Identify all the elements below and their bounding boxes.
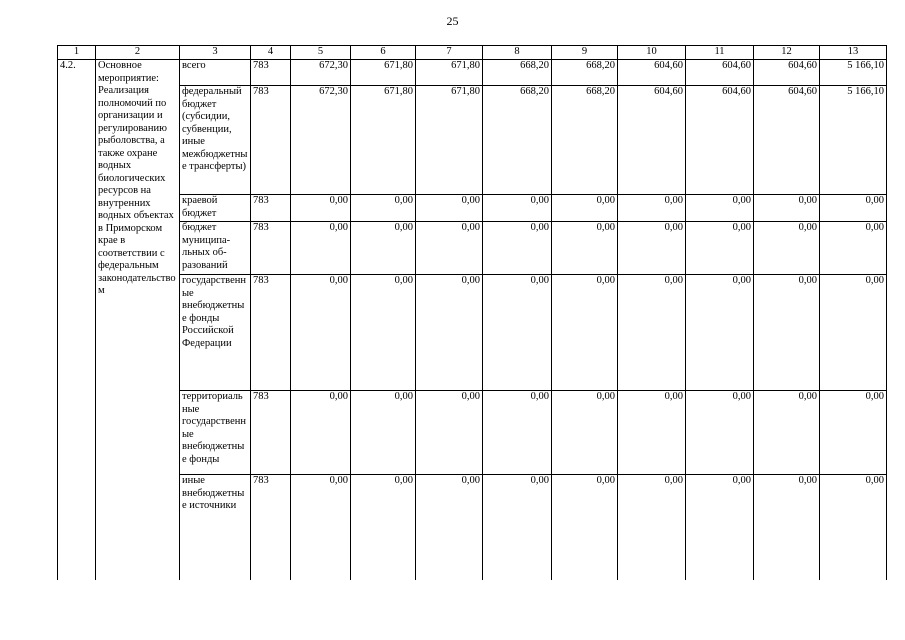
value-cell: 0,00 <box>552 195 618 222</box>
value-cell: 671,80 <box>351 86 416 195</box>
value-cell: 0,00 <box>351 195 416 222</box>
column-header: 7 <box>416 46 483 60</box>
funding-source: иные внебюджетные источники <box>180 475 251 581</box>
funding-source: бюджет муниципальных образований <box>180 222 251 275</box>
value-cell: 0,00 <box>618 391 686 475</box>
column-header: 8 <box>483 46 552 60</box>
value-cell: 0,00 <box>483 391 552 475</box>
value-cell: 604,60 <box>686 60 754 86</box>
value-cell: 604,60 <box>618 60 686 86</box>
value-cell: 0,00 <box>618 275 686 391</box>
value-cell: 604,60 <box>618 86 686 195</box>
value-cell: 0,00 <box>552 391 618 475</box>
value-cell: 0,00 <box>416 222 483 275</box>
value-cell: 0,00 <box>351 222 416 275</box>
table-row <box>58 475 887 581</box>
value-cell: 0,00 <box>552 275 618 391</box>
value-cell: 0,00 <box>686 195 754 222</box>
value-cell: 604,60 <box>686 86 754 195</box>
value-cell: 0,00 <box>483 222 552 275</box>
value-cell: 672,30 <box>291 86 351 195</box>
code-cell: 783 <box>251 86 291 195</box>
column-header: 11 <box>686 46 754 60</box>
value-cell: 0,00 <box>291 195 351 222</box>
item-index: 4.2. <box>58 60 96 581</box>
column-header: 2 <box>96 46 180 60</box>
funding-source: государственные внебюджетные фонды Российской Федерации <box>180 275 251 391</box>
code-cell: 783 <box>251 222 291 275</box>
value-cell: 0,00 <box>552 475 618 581</box>
funding-source: территориальные государственные внебюджетные фонды <box>180 391 251 475</box>
table-row <box>58 222 887 275</box>
value-cell: 0,00 <box>291 475 351 581</box>
value-cell: 668,20 <box>483 60 552 86</box>
value-cell: 0,00 <box>754 195 820 222</box>
value-cell: 0,00 <box>351 475 416 581</box>
value-cell: 668,20 <box>552 86 618 195</box>
column-header: 4 <box>251 46 291 60</box>
table-row <box>58 60 887 86</box>
page-number: 25 <box>446 14 459 28</box>
total-cell: 0,00 <box>820 275 887 391</box>
value-cell: 0,00 <box>618 475 686 581</box>
value-cell: 0,00 <box>483 475 552 581</box>
column-header: 13 <box>820 46 887 60</box>
value-cell: 0,00 <box>754 275 820 391</box>
table-row <box>58 391 887 475</box>
value-cell: 0,00 <box>483 275 552 391</box>
value-cell: 671,80 <box>416 86 483 195</box>
value-cell: 0,00 <box>291 275 351 391</box>
value-cell: 0,00 <box>686 391 754 475</box>
item-name: Основное мероприятие: Реализация полномочий по организации и регулированию рыболовства, а также охране водных биологических ресурсов на внутренних водных объектах в Приморском крае в соответствии с федеральным законодательством <box>96 60 180 581</box>
code-cell: 783 <box>251 275 291 391</box>
code-cell: 783 <box>251 60 291 86</box>
funding-source: всего <box>180 60 251 86</box>
value-cell: 0,00 <box>483 195 552 222</box>
column-header: 9 <box>552 46 618 60</box>
total-cell: 5 166,10 <box>820 60 887 86</box>
header-row <box>58 46 887 60</box>
value-cell: 0,00 <box>351 391 416 475</box>
column-header: 1 <box>58 46 96 60</box>
value-cell: 0,00 <box>416 195 483 222</box>
column-header: 6 <box>351 46 416 60</box>
value-cell: 0,00 <box>754 222 820 275</box>
value-cell: 0,00 <box>754 475 820 581</box>
value-cell: 0,00 <box>416 275 483 391</box>
value-cell: 0,00 <box>291 391 351 475</box>
funding-source: краевой бюджет <box>180 195 251 222</box>
column-header: 10 <box>618 46 686 60</box>
total-cell: 5 166,10 <box>820 86 887 195</box>
value-cell: 671,80 <box>416 60 483 86</box>
budget-table <box>57 45 887 580</box>
value-cell: 0,00 <box>686 275 754 391</box>
value-cell: 668,20 <box>483 86 552 195</box>
value-cell: 0,00 <box>291 222 351 275</box>
total-cell: 0,00 <box>820 475 887 581</box>
table-row <box>58 86 887 195</box>
total-cell: 0,00 <box>820 195 887 222</box>
value-cell: 0,00 <box>351 275 416 391</box>
code-cell: 783 <box>251 195 291 222</box>
value-cell: 604,60 <box>754 86 820 195</box>
funding-source: федеральный бюджет (субсидии, субвенции, иные межбюджетные трансферты) <box>180 86 251 195</box>
column-header: 3 <box>180 46 251 60</box>
value-cell: 604,60 <box>754 60 820 86</box>
total-cell: 0,00 <box>820 222 887 275</box>
table-row <box>58 195 887 222</box>
value-cell: 0,00 <box>754 391 820 475</box>
table-row <box>58 275 887 391</box>
value-cell: 0,00 <box>416 475 483 581</box>
value-cell: 0,00 <box>416 391 483 475</box>
value-cell: 0,00 <box>618 195 686 222</box>
value-cell: 668,20 <box>552 60 618 86</box>
value-cell: 672,30 <box>291 60 351 86</box>
value-cell: 0,00 <box>552 222 618 275</box>
value-cell: 0,00 <box>686 222 754 275</box>
value-cell: 671,80 <box>351 60 416 86</box>
column-header: 12 <box>754 46 820 60</box>
value-cell: 0,00 <box>686 475 754 581</box>
total-cell: 0,00 <box>820 391 887 475</box>
code-cell: 783 <box>251 391 291 475</box>
column-header: 5 <box>291 46 351 60</box>
code-cell: 783 <box>251 475 291 581</box>
value-cell: 0,00 <box>618 222 686 275</box>
